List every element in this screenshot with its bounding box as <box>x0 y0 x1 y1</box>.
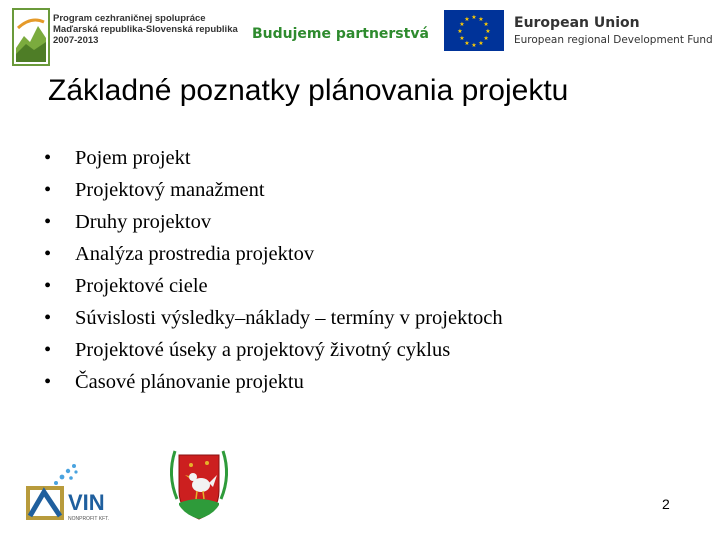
svg-text:★: ★ <box>478 40 484 48</box>
program-name <box>53 13 238 46</box>
svg-text:★: ★ <box>459 21 465 28</box>
bullet-icon: • <box>44 275 52 297</box>
svg-text:★: ★ <box>471 42 477 49</box>
coat-of-arms-icon <box>163 445 235 523</box>
list-item <box>44 336 503 368</box>
program-line: Program cezhraničnej spolupráce <box>53 13 206 24</box>
slide-title: Základné poznatky plánovania projektu <box>48 74 569 107</box>
program-line: Maďarská republika-Slovenská republika <box>53 24 238 35</box>
bullet-list <box>44 144 503 400</box>
slide-header <box>0 0 720 70</box>
program-line: 2007-2013 <box>53 35 99 46</box>
list-item <box>44 304 503 336</box>
list-item <box>44 272 503 304</box>
bullet-icon: • <box>44 371 52 393</box>
vin-logo-icon <box>26 462 146 524</box>
page-number: 2 <box>662 496 670 512</box>
bullet-icon: • <box>44 147 52 169</box>
program-logo-icon <box>12 8 50 66</box>
eu-flag-icon <box>444 10 504 51</box>
vin-logo-text: VIN <box>68 490 105 515</box>
svg-text:★: ★ <box>457 28 463 35</box>
bullet-icon: • <box>44 243 52 265</box>
slogan: Budujeme partnerstvá <box>252 26 429 42</box>
bullet-text: Projektové úseky a projektový životný cyklus <box>75 339 451 361</box>
bullet-icon: • <box>44 179 52 201</box>
svg-text:★: ★ <box>483 35 489 42</box>
bullet-icon: • <box>44 339 52 361</box>
eu-subtitle: European regional Development Fund <box>514 34 713 46</box>
list-item <box>44 208 503 240</box>
bullet-text: Analýza prostredia projektov <box>75 243 315 265</box>
bullet-text: Pojem projekt <box>75 147 191 169</box>
svg-text:★: ★ <box>464 40 470 48</box>
list-item <box>44 240 503 272</box>
bullet-icon: • <box>44 211 52 233</box>
bullet-text: Projektový manažment <box>75 179 265 201</box>
svg-text:★: ★ <box>471 14 477 21</box>
bullet-text: Projektové ciele <box>75 275 208 297</box>
list-item <box>44 176 503 208</box>
svg-text:★: ★ <box>459 35 465 42</box>
list-item <box>44 368 503 400</box>
bullet-text: Druhy projektov <box>75 211 212 233</box>
bullet-text: Časové plánovanie projektu <box>75 371 304 393</box>
list-item <box>44 144 503 176</box>
eu-title: European Union <box>514 15 640 31</box>
vin-logo-subtext: NONPROFIT KFT. <box>68 516 110 522</box>
svg-text:★: ★ <box>483 21 489 28</box>
svg-text:★: ★ <box>464 15 470 23</box>
bullet-icon: • <box>44 307 52 329</box>
svg-text:★: ★ <box>478 15 484 23</box>
svg-text:★: ★ <box>485 28 491 35</box>
bullet-text: Súvislosti výsledky–náklady – termíny v projektoch <box>75 307 503 329</box>
